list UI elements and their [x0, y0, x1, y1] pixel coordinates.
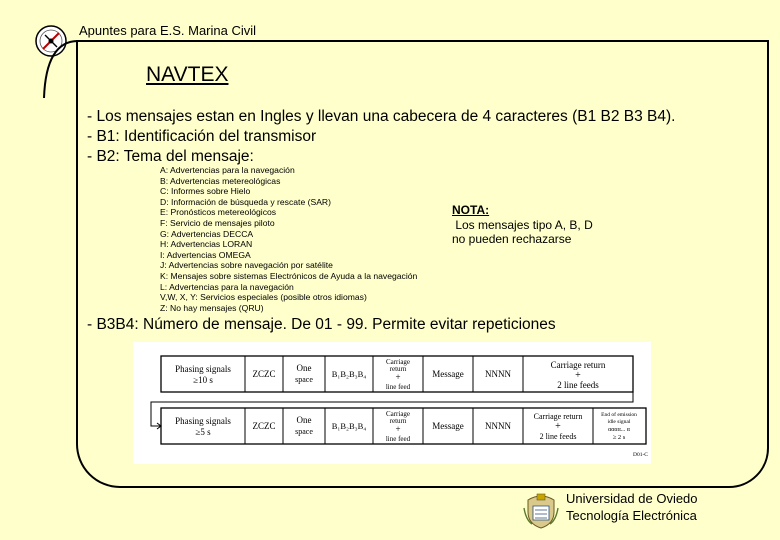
- footer-university: Universidad de Oviedo: [566, 491, 698, 506]
- phasing-label: Phasing signals: [175, 364, 231, 374]
- phasing-time: ≥5 s: [195, 427, 211, 437]
- format-row-2: [161, 408, 646, 444]
- plus-label: +: [395, 424, 401, 434]
- topic-item: C: Informes sobre Hielo: [160, 186, 251, 197]
- note-line: Los mensajes tipo A, B, D: [452, 217, 593, 232]
- university-crest-icon: [522, 490, 560, 530]
- topic-item: G: Advertencias DECCA: [160, 228, 254, 239]
- topic-item: V,W, X, Y: Servicios especiales (posible otros idiomas): [160, 292, 367, 303]
- message-label: Message: [432, 369, 464, 379]
- format-row-1: [161, 356, 633, 392]
- bullet-item: - Los mensajes estan en Ingles y llevan una cabecera de 4 caracteres (B1 B2 B3 B4).: [87, 108, 676, 125]
- footer-department: Tecnología Electrónica: [566, 508, 697, 523]
- one-label: One: [296, 363, 312, 373]
- footer-text: [566, 490, 698, 524]
- header-chars-label: B₁B₂B₃B₄: [331, 421, 367, 431]
- topic-list: [160, 165, 417, 313]
- note-box: [452, 203, 593, 247]
- topic-item: H: Advertencias LORAN: [160, 239, 253, 250]
- carriage-return-label: Carriage return: [533, 412, 583, 421]
- plus-label: +: [555, 421, 561, 432]
- note-title: NOTA:: [452, 203, 490, 217]
- header-title: Apuntes para E.S. Marina Civil: [79, 23, 257, 38]
- phasing-time: ≥10 s: [193, 375, 213, 385]
- zczc-label: ZCZC: [252, 421, 276, 431]
- topic-item: B: Advertencias metereológicas: [160, 175, 281, 186]
- nnnn-label: NNNN: [485, 421, 511, 431]
- idle-signal-label: idle signal: [607, 419, 631, 425]
- zczc-label: ZCZC: [252, 369, 276, 379]
- slide-title: NAVTEX: [146, 63, 229, 86]
- note-line: no pueden rechazarse: [452, 232, 572, 246]
- return-label: return: [389, 417, 407, 425]
- bullet-item-b3b4: - B3B4: Número de mensaje. De 01 - 99. Permite evitar repeticiones: [87, 316, 556, 333]
- topic-item: K: Mensajes sobre sistemas Electrónicos de Ayuda a la navegación: [160, 270, 418, 281]
- space-label: space: [295, 427, 313, 436]
- end-emission-label: End of emission: [601, 412, 637, 418]
- nnnn-label: NNNN: [485, 369, 511, 379]
- topic-item: F: Servicio de mensajes piloto: [160, 217, 275, 228]
- two-line-feeds-label: 2 line feeds: [539, 432, 577, 441]
- bullet-item: - B1: Identificación del transmisor: [87, 128, 317, 145]
- idle-chars-label: αααα... α: [608, 427, 630, 433]
- carriage-label: Carriage: [385, 358, 411, 366]
- return-label: return: [389, 365, 407, 373]
- topic-item: J: Advertencias sobre navegación por satélite: [160, 260, 333, 271]
- space-label: space: [295, 375, 313, 384]
- bullet-list: [87, 107, 675, 167]
- line-feed-label: line feed: [385, 383, 411, 391]
- plus-label: +: [395, 372, 401, 382]
- phasing-label: Phasing signals: [175, 416, 231, 426]
- bullet-item: - B2: Tema del mensaje:: [87, 148, 254, 165]
- topic-item: L: Advertencias para la navegación: [160, 281, 294, 292]
- two-line-feeds-label: 2 line feeds: [557, 380, 599, 390]
- topic-item: I: Advertencias OMEGA: [160, 249, 251, 260]
- topic-item: E: Pronósticos metereológicos: [160, 207, 277, 218]
- topic-item: Z: No hay mensajes (QRU): [160, 302, 264, 313]
- topic-item: D: Información de búsqueda y rescate (SAR): [160, 196, 332, 207]
- header-chars-label: B₁B₂B₃B₄: [331, 369, 367, 379]
- message-label: Message: [432, 421, 464, 431]
- message-format-diagram: [133, 342, 651, 464]
- topic-item: A: Advertencias para la navegación: [160, 165, 295, 175]
- one-label: One: [296, 415, 312, 425]
- line-feed-label: line feed: [385, 435, 411, 443]
- frame-corner-arc: [40, 40, 80, 100]
- idle-time-label: ≥ 2 s: [612, 434, 626, 441]
- carriage-label: Carriage: [385, 410, 411, 418]
- figure-ref: D01-C: [633, 452, 648, 458]
- plus-label: +: [575, 370, 581, 381]
- carriage-return-label: Carriage return: [550, 360, 606, 370]
